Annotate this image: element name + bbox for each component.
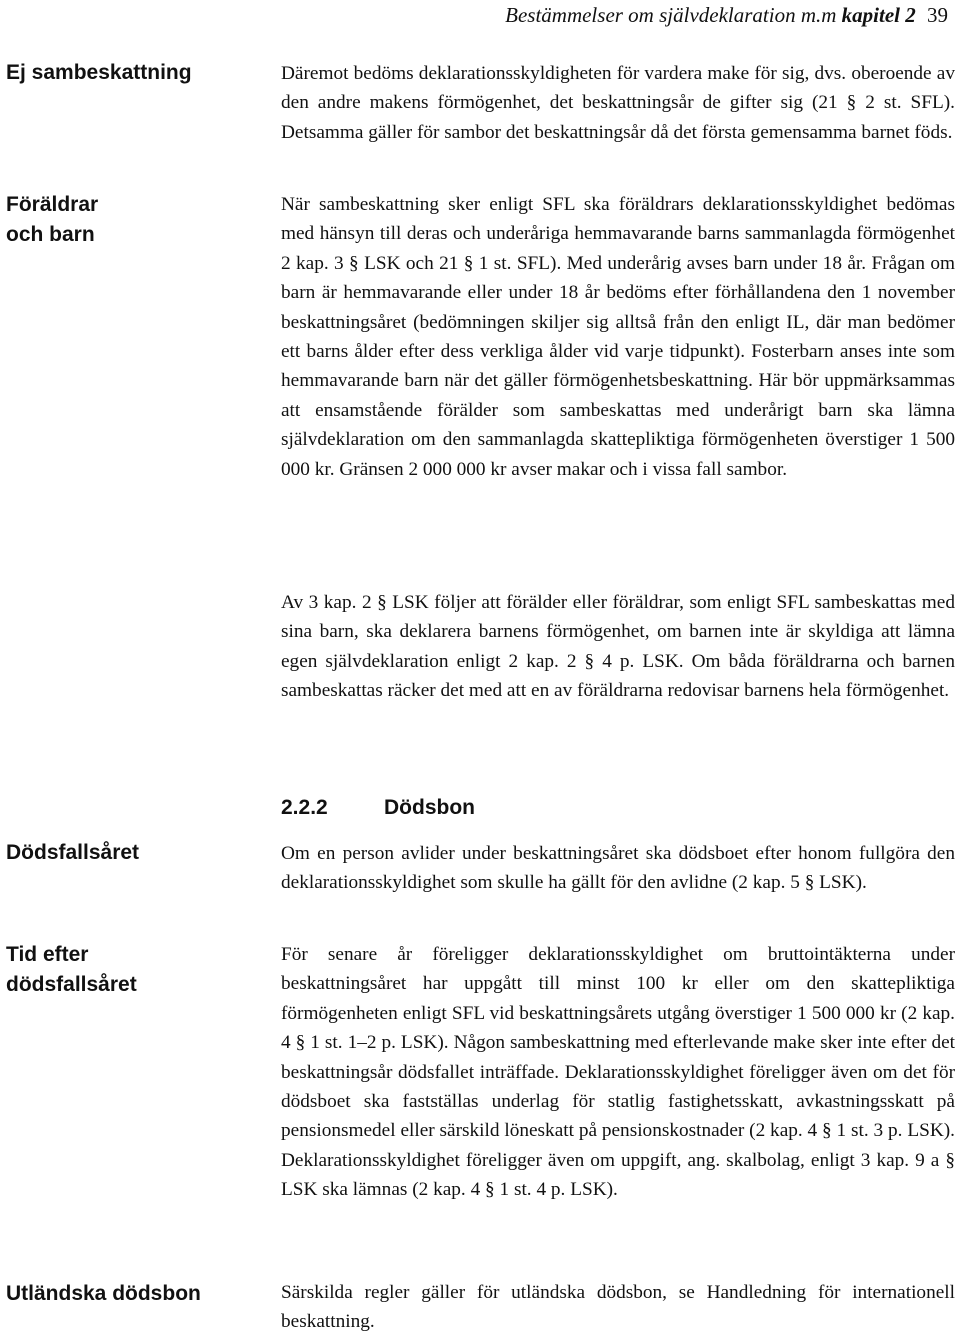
paragraph-ej-sambeskattning: Däremot bedöms deklarationsskyldigheten för vardera make för sig, dvs. oberoende av den andre makens förmögenhet, det beskattningsår de gifter sig (21 § 2 st. SFL). Detsamma gäller för sambor det beskattningsår då det första gemensamma barnet föds.	[281, 63, 955, 143]
margin-note-utlandska-dodsbon: Utländska dödsbon	[6, 1282, 201, 1305]
margin-note-tid-efter-dodsfallsaret: Tid efter dödsfallsåret	[6, 943, 137, 996]
header-chapter: kapitel 2	[841, 3, 916, 27]
page-number: 39	[927, 3, 948, 27]
running-header	[505, 2, 948, 28]
header-title: Bestämmelser om självdeklaration m.m	[505, 3, 837, 27]
section-heading	[281, 793, 475, 823]
margin-note-dodsfallsaret: Dödsfallsåret	[6, 841, 140, 864]
margin-note-foraldrar-och-barn: Föräldrar och barn	[6, 193, 99, 246]
paragraph-deklarera-barnens-formogenhet: Av 3 kap. 2 § LSK följer att förälder eller föräldrar, som enligt SFL sambeskattas med sina barn, ska deklarera barnens förmögenhet, om barnen inte är skyldiga att lämna egen självdeklaration enligt 2 kap. 2 § 4 p. LSK. Om båda föräldrarna och barnen sambeskattas räcker det med att en av föräldrarna redovisar barnens hela förmögenhet.	[281, 592, 955, 702]
paragraph-utlandska-dodsbon: Särskilda regler gäller för utländska dödsbon, se Handledning för internationell beskattning.	[281, 1282, 955, 1333]
section-title: Dödsbon	[384, 796, 475, 819]
paragraph-tid-efter-dodsfallsaret: För senare år föreligger deklarationsskyldighet om bruttointäkterna under beskattningsåret har uppgått till minst 100 kr eller om den skattepliktiga förmögenheten enligt SFL vid beskattningsårets utgång överstiger 1 500 000 kr (2 kap. 4 § 1 st. 1–2 p. LSK). Någon sambeskattning med efterlevande make sker inte efter det beskattningsår dödsfallet inträffade. Deklarationsskyldighet föreligger även om det för dödsboet ska fastställas underlag för statlig fastighetsskatt, avkastningsskatt på pensionsmedel eller särskild löneskatt på pensionskostnader (2 kap. 4 § 1 st. 3 p. LSK). Deklarationsskyldighet föreligger även om uppgift, ang. skalbolag, enligt 3 kap. 9 a § LSK ska lämnas (2 kap. 4 § 1 st. 4 p. LSK).	[281, 944, 955, 1201]
paragraph-dodsfallsaret: Om en person avlider under beskattningsåret ska dödsboet efter honom fullgöra den deklarationsskyldighet som skulle ha gällt för den avlidne (2 kap. 5 § LSK).	[281, 843, 955, 894]
paragraph-foraldrar-och-barn: När sambeskattning sker enligt SFL ska föräldrars deklarationsskyldighet bedömas med hänsyn till deras och underåriga hemmavarande barns sammanlagda förmögenhet 2 kap. 3 § LSK och 21 § 1 st. SFL). Med underårig avses barn under 18 år. Frågan om barn är hemmavarande eller under 18 år bedöms efter förhållandena den 1 november beskattningsåret (bedömningen skiljer sig alltså från den enligt IL, där man bedömer ett barns ålder efter dess verkliga ålder vid varje tidpunkt). Fosterbarn anses inte som hemmavarande barn när det gäller förmögenhetsbeskattning. Här bör uppmärksammas att ensamstående förälder som sambeskattas med underårigt barn ska lämna självdeklaration om den sammanlagda skattepliktiga förmögenheten överstiger 1 500 000 kr. Gränsen 2 000 000 kr avser makar och i vissa fall sambor.	[281, 194, 955, 480]
margin-note-ej-sambeskattning: Ej sambeskattning	[6, 61, 192, 84]
section-number: 2.2.2	[281, 796, 328, 819]
